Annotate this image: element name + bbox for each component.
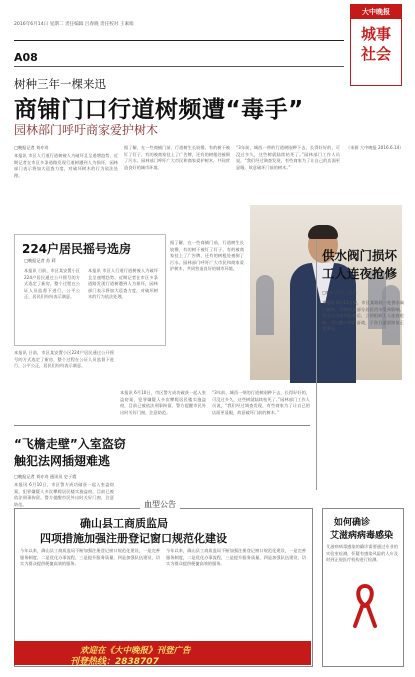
header-rule: [14, 40, 344, 41]
ad-banner-line-2: 刊登热线：2838707: [70, 657, 159, 667]
water-byline: □晚报记者 王森森: [322, 290, 357, 295]
lead-subhead: 园林部门呼吁商家爱护树木: [14, 123, 159, 137]
section-name-1: 城事: [360, 25, 391, 43]
theft-title-2: 触犯法网插翅难逃: [14, 454, 111, 468]
water-title-2: 工人连夜抢修: [322, 266, 398, 281]
housing-body-continued: 本报讯 日前，市区某安置小区224户居民通过公开摇号的方式选定了新房，整个过程在公证人员监督下进行，公平公正，居民们纷纷表示满意。: [14, 350, 114, 369]
lead-body-col4: （来源 大中晚报 2016.6.14）: [346, 145, 404, 150]
red-ribbon-icon: [352, 584, 378, 628]
lead-headline: 商铺门口行道树频遭“毒手”: [14, 97, 304, 123]
theft-body-col2: 本报讯 6月10日，市区警方成功破获一起入室盗窃案，犯罪嫌疑人多次攀爬居民楼实施盗窃，目前已被依法刑事拘留。警方提醒市民外出时关好门窗，注意防范。: [120, 390, 206, 415]
dateline: 2016年6月14日 星期二 责任编辑 吕春晓 责任校对 王素娟: [14, 22, 134, 27]
column-divider: [316, 240, 317, 490]
theft-body-col3: “3年前，城西一带的行道树刚种下去，长得好好的，可没过多久，这些树就陆续枯死了。”园林部门工作人员说，“我们经过调查发现，有些商家为了让自己的店面更显眼，故意破坏门前的树木。”: [212, 390, 310, 415]
ad-title-2: 四项措施加强注册登记窗口规范化建设: [40, 532, 227, 545]
aids-body: 艾滋病病毒感染的确诊需要通过专业的实验室检测，怀疑有感染风险的人应及时到正规医疗机构进行检测。: [326, 544, 398, 563]
paper-logo: [350, 4, 402, 86]
housing-body-2: 本报讯 市区人行道行道树被人为破坏且呈递增趋势，近期记者在市区多条道路发现行道树遭到人为损坏，园林部门表示将加大巡查力度，对破坏树木的行为依法处理。: [88, 268, 158, 300]
ad-banner-line-1: 欢迎在《大中晚报》刊登广告: [80, 646, 191, 656]
lead-kicker: 树种三年一棵来迅: [14, 77, 106, 91]
ad-title-1: 确山县工商质监局: [80, 517, 168, 530]
housing-byline: □晚报记者 苏 莉: [24, 258, 56, 263]
aids-title-2: 艾滋病病毒感染: [330, 531, 394, 541]
page-number: A08: [14, 51, 38, 64]
lead-body-col2: 据了解，在一些商铺门前，行道树生长较慢，有的树干被钉了钉子，有的被商家挂上了广告牌，还有的树根处被倒了污水。园林部门呼吁广大市民和商家爱护树木，共同营造良好的城市环境。: [124, 145, 230, 170]
ad-tag: 血型公告: [140, 499, 180, 510]
lead-byline: □晚报记者 刘亦奇: [14, 145, 49, 150]
aids-title-1: 如何确诊: [334, 518, 371, 528]
housing-body: 本报讯 日前，市区某安置小区224户居民通过公开摇号的方式选定了新房，整个过程在公证人员监督下进行，公平公正，居民们纷纷表示满意。: [24, 268, 80, 300]
section-name-2: 社会: [360, 45, 391, 63]
theft-body-col1: 本报讯 6月10日，市区警方成功破获一起入室盗窃案，犯罪嫌疑人多次攀爬居民楼实施盗窃，目前已被依法刑事拘留。警方提醒市民外出时关好门窗，注意防范。: [14, 482, 114, 507]
theft-byline: □晚报记者 刘亦奇 通讯员 史子霞: [14, 474, 77, 479]
ad-body-col1: 今年以来，确山县工商质监局不断加强注册登记窗口规范化建设，一是完善服务制度，二是优化办事流程，三是提升服务质量，四是加强队伍建设，切实为群众提供便捷高效的服务。: [20, 548, 160, 567]
header-rule-2: [14, 66, 344, 67]
water-body: 本报讯 6月12日晚，市区某路段一处供水阀门损坏，导致周边部分居民用水受到影响。供水公司接到报修后，立即组织工人连夜抢修，经过数小时的奋战，于次日凌晨恢复正常供水。: [322, 300, 404, 332]
water-title-1: 供水阀门损坏: [322, 248, 398, 263]
lead-body-continued: 据了解，在一些商铺门前，行道树生长较慢，有的树干被钉了钉子，有的被商家挂上了广告牌，还有的树根处被倒了污水。园林部门呼吁广大市民和商家爱护树木，共同营造良好的城市环境。: [170, 240, 244, 272]
lead-body-col3: “3年前，城西一带的行道树刚种下去，长得好好的，可没过多久，这些树就陆续枯死了。”园林部门工作人员说，“我们经过调查发现，有些商家为了让自己的店面更显眼，故意破坏门前的树木。”: [236, 145, 340, 170]
housing-title: 224户居民摇号选房: [22, 242, 132, 256]
logo-masthead: 大中晚报: [351, 5, 401, 19]
lead-body-col1: 本报讯 市区人行道行道树被人为破坏且呈递增趋势，近期记者在市区多条道路发现行道树遭到人为损坏，园林部门表示将加大巡查力度，对破坏树木的行为依法处理。: [14, 153, 118, 178]
theft-title-1: “飞檐走壁”入室盗窃: [14, 437, 126, 451]
ad-body-col2: 今年以来，确山县工商质监局不断加强注册登记窗口规范化建设，一是完善服务制度，二是优化办事流程，三是提升服务质量，四是加强队伍建设，切实为群众提供便捷高效的服务。: [166, 548, 306, 567]
